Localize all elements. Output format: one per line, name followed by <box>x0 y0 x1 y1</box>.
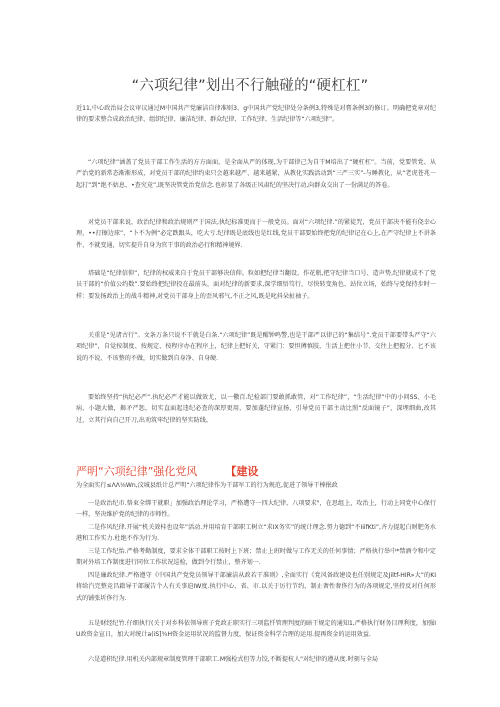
page-title: “六项纪律”划出不行触碰的“硬杠杠” <box>131 78 369 94</box>
paragraph: 五是财经纪竹.仔细执行(关于对乡科依领导班子党政正职实行三项监忏管理判度的暗干规定的通知1,严格执行财务目理利度，加强IU政资金宣日，加大对统计a(iS]¾H资金运用状况的监督力度，保证资金科学合理的运用.提再资金的运用效益. <box>76 620 436 639</box>
section-heading-text: 严明“六项纪律”强化党风 <box>76 465 198 478</box>
paragraph: 对党员干部来说，政治纪律和政治规则严于国法,执纪标准更而于一般党员。面对“六项纪律.”的紧徒咒，党员干部决不能有侥幸心理，••打擦边球”、“卜不为例“必定跌跟头，吃大亏.纪律既是底线也是红线,党员干部要始终把党的纪律记在心上,在严守纪律上不讲条件、不就变通，切实提升自身为官干事的政治必行和精神境界. <box>76 219 436 249</box>
paragraph: 为全面实行≤ΛΛ⅛Wn,汶城县纸计总严明“六项纪律作为干部军工的行为规范,促进了领导干棒抿政 <box>76 482 338 489</box>
paragraph: 二是作风纪律.开展“机关效桂也设年”活动.并用培育干部职工树立“求IX务实”的统计理念.努力德到“不IiifKti”,齐力提起白财肥务水港和工作实力.杜绝不作为行为. <box>76 524 436 543</box>
section-heading-tag: 【建设 <box>225 465 259 478</box>
paragraph: “六项纪律”涵盖了党员干部工作生活的方方面面，是全面从严的体现,为干部律己为自干M培出了“硬杠杠”。当前，党要管党、从严治党的新常态渐渐形成，对党员干部的纪律约束只会越来越严、越来越紧，从教化实践活动到“三严三实”-与睡教化，从“老虎苍兆一起打”到“绝不姑息、•查究竟”,既坚决管党治党信念.也彰显了各级正风肃纪的坚决行动,向群众交出了一份满足的答卷。 <box>76 159 436 189</box>
paragraph: 六是道积纪律.用机关内部规章制度管理干部职工.M强检式但等力饺,不断提杭人"对纪律的遵从度.时刻与全局 <box>88 656 379 663</box>
paragraph: 四是廉政纪律.严格遵守《中国共产党党员领导干部廉洁从政若干准则》,全面实行《党风备政建设也任别规定及Jiltf-HIR»大”的KI将给汽完整竞昌籍导干部履告个人有关事迫IW度.执行中心、省、市.以关于厉行节约、制止奢性奢侈行为的各项规定,坚持反对任何形式的铺张圻侈行为. <box>76 572 436 602</box>
section-heading <box>76 463 436 479</box>
paragraph: 三是工作纪怡.严格考勤制度，要求全体干部职工按时上下班；禁止上班时做与工作无关的任何事情；严格执行举中*禁酒令和中定期对外培工作制度进行同位工作状况巡检，做到令行禁止，整齐划一. <box>76 548 436 567</box>
paragraph: 要始终坚持“执纪必严”.执纪必严才能以做效尤，以一儆百.纪检部门要敢抓敢管，对“工作纪律”，“生活纪律”中的小问SS、小毛病，小题大做，揭矛严惩，切实直面起违纪必查的深厚更用，要加蓬纪律宣扬，引导党员干部主动比照“反面镜子”，深埋细曲,改其过，立其行向自己开刀,出劝筑牢纪律的坚实防线。 <box>76 394 436 424</box>
paragraph: 近11,中心政治局会议审议通过M中国共产党廉洁自律准则3、g中国共产党纪律处分条例3,特殊是对膏条例3的修订。明确把党章对纪律的要求整合成政治纪律、组织纪律、廉洁纪律、群众纪律、工作纪律、生活纪律等“六项纪律”。 <box>76 105 436 124</box>
paragraph: 关重是“见诸古行”。文条万条只说不干就是白条.“六项纪律”既是醒钟鸣警,也是干部严以律己的“集结号”.党员干部要带头严守“六项纪律”，自觉按制度、按规定、按程序办在程序上，纪律上把好关，守紧门：要怛撙慎肢，生活上把住小节、交往上把握分、匕不该说的不说、不该整的不做，切实做到自身净、自身硬. <box>76 332 436 362</box>
paragraph: 塔础是“纪律信仰”，纪律的权威来自于党员干部够决信仰。粒如把纪律当翻设、作花瓶,把守纪律当口号、造声势,纪律就成不了党员干部的“价值公约数”.要始终把纪律投在最前头，面对纪律的新要求,深学细悟笃行，尽快转变角色、站位立场，始终与党保持步时一样：要发扬政治上的战斗精神,对党员干部身上的歪风邪气,不正之风,既是叱抖朵扯袖子。 <box>76 270 436 300</box>
paragraph: 一是政治纪市.恪束全绑干就职」加强政治理论学习，严格遭守一四大纪律、八项要求"，在思组上，攻治上，行动上同党中心保行一样，坚决维护党的纪律的市师性。 <box>76 500 436 519</box>
